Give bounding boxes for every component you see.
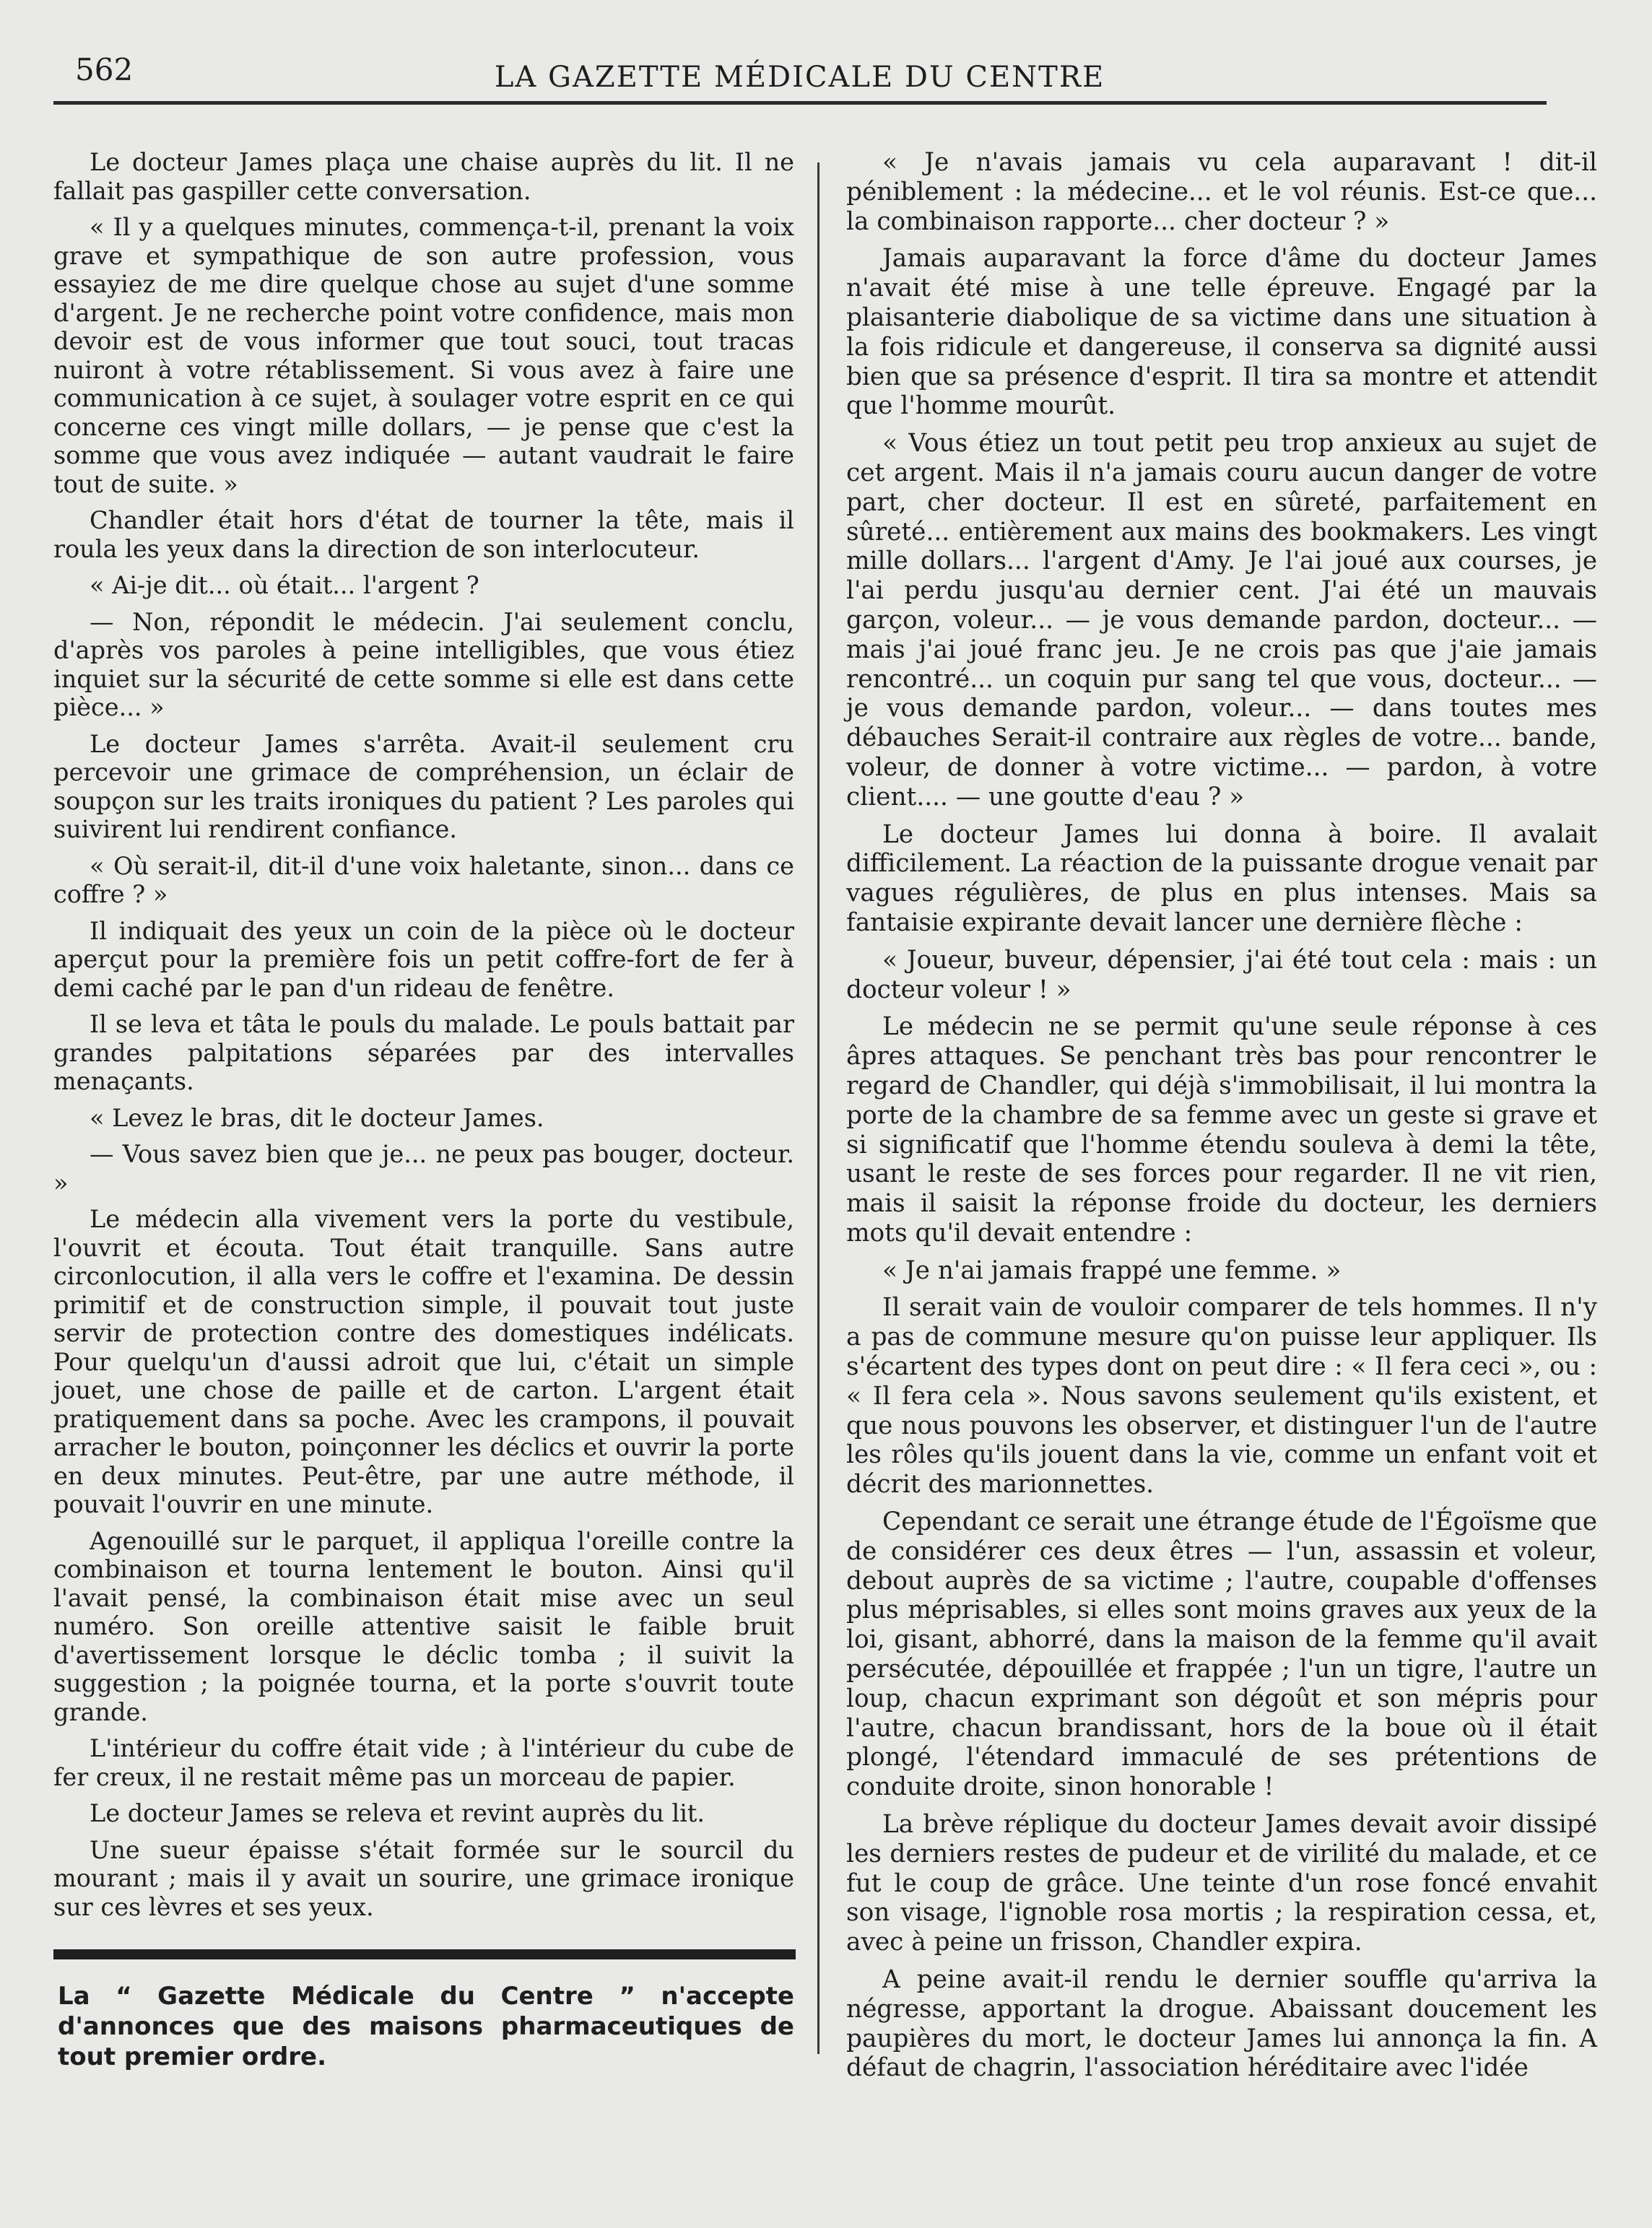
paragraph: Il se leva et tâta le pouls du malade. Le pouls battait par grandes palpitations séparées par des intervalles menaçants.	[53, 1010, 794, 1095]
paragraph: Agenouillé sur le parquet, il appliqua l'oreille contre la combinaison et tourna lentement le bouton. Ainsi qu'il l'avait pensé, la combinaison était mise avec un seul numéro. Son oreille attentive saisit le faible bruit d'avertissement lorsque le déclic tomba ; il suivit la suggestion ; la poignée tourna, et la porte s'ouvrit toute grande.	[53, 1526, 794, 1726]
left-column	[53, 148, 794, 1929]
paragraph: Une sueur épaisse s'était formée sur le sourcil du mourant ; mais il y avait un sourire, une grimace ironique sur ces lèvres et ses yeux.	[53, 1835, 794, 1921]
page-number: 562	[75, 52, 134, 87]
notice-rule	[53, 1949, 796, 1959]
page-header	[51, 45, 1549, 103]
paragraph: « Je n'ai jamais frappé une femme. »	[882, 1256, 1342, 1285]
paragraph: L'intérieur du coffre était vide ; à l'intérieur du cube de fer creux, il ne restait même pas un morceau de papier.	[53, 1734, 794, 1791]
paragraph: « Vous étiez un tout petit peu trop anxieux au sujet de cet argent. Mais il n'a jamais couru aucun danger de votre part, cher docteur. Il est en sûreté, parfaitement en sûreté... entièrement aux mains des bookmakers. Les vingt mille dollars... l'argent d'Amy. Je l'ai joué aux courses, je l'ai perdu jusqu'au dernier cent. J'ai été un mauvais garçon, voleur... — je vous demande pardon, docteur... — mais j'ai joué franc jeu. Je ne crois pas que j'aie jamais rencontré... un coquin pur sang tel que vous, docteur... — je vous demande pardon, voleur... — dans toutes mes débauches Serait-il contraire aux règles de votre... bande, voleur, de donner à votre victime... — pardon, à votre client.... — une goutte d'eau ? »	[846, 429, 1597, 811]
paragraph: Le docteur James lui donna à boire. Il avalait difficilement. La réaction de la puissante drogue venait par vagues régulières, de plus en plus intenses. Mais sa fantaisie expirante devait lancer une dernière flèche :	[846, 819, 1597, 937]
paragraph: Il serait vain de vouloir comparer de tels hommes. Il n'y a pas de commune mesure qu'on puisse leur appliquer. Ils s'écartent des types dont on peut dire : « Il fera ceci », ou : « Il fera cela ». Nous savons seulement qu'ils existent, et que nous pouvons les observer, et distinguer l'un de l'autre les rôles qu'ils jouent dans la vie, comme un enfant voit et décrit des marionnettes.	[846, 1293, 1597, 1500]
header-rule	[53, 101, 1547, 105]
paragraph: « Ai-je dit... où était... l'argent ?	[90, 571, 479, 599]
running-title: LA GAZETTE MÉDICALE DU CENTRE	[494, 61, 1105, 94]
paragraph: Le médecin alla vivement vers la porte du vestibule, l'ouvrit et écouta. Tout était tranquille. Sans autre circonlocution, il alla vers le coffre et l'examina. De dessin primitif et de construction simple, il pouvait tout juste servir de protection contre des domestiques indélicats. Pour quelqu'un d'aussi adroit que lui, c'était un simple jouet, une chose de paille et de carton. L'argent était pratiquement dans sa poche. Avec les crampons, il pouvait arracher le bouton, poinçonner les déclics et ouvrir la porte en deux minutes. Peut-être, par une autre méthode, il pouvait l'ouvrir en une minute.	[53, 1205, 794, 1518]
paragraph: « Joueur, buveur, dépensier, j'ai été tout cela : mais : un docteur voleur ! »	[846, 945, 1597, 1004]
paragraph: A peine avait-il rendu le dernier souffle qu'arriva la négresse, apportant la drogue. Abaissant doucement les paupières du mort, le docteur James lui annonça la fin. A défaut de chagrin, l'association héréditaire avec l'idée	[846, 1965, 1597, 2083]
paragraph: Le docteur James se releva et revint auprès du lit.	[90, 1799, 705, 1827]
paragraph: La brève réplique du docteur James devait avoir dissipé les derniers restes de pudeur et de virilité du malade, et ce fut le coup de grâce. Une teinte d'un rose foncé envahit son visage, l'ignoble rosa mortis ; la respiration cessa, et, avec à peine un frisson, Chandler expira.	[846, 1810, 1597, 1957]
paragraph: Le docteur James s'arrêta. Avait-il seulement cru percevoir une grimace de compréhension, un éclair de soupçon sur les traits ironiques du patient ? Les paroles qui suivirent lui rendirent confiance.	[53, 729, 794, 843]
paragraph: Le médecin ne se permit qu'une seule réponse à ces âpres attaques. Se penchant très bas pour rencontrer le regard de Chandler, qui déjà s'immobilisait, il lui montra la porte de la chambre de sa femme avec un geste si grave et si significatif que l'homme étendu souleva à demi la tête, usant le reste de ses forces pour regarder. Il ne vit rien, mais il saisit la réponse froide du docteur, les derniers mots qu'il devait entendre :	[846, 1012, 1597, 1248]
paragraph: — Non, répondit le médecin. J'ai seulement conclu, d'après vos paroles à peine intelligibles, que vous étiez inquiet sur la sécurité de cette somme si elle est dans cette pièce... »	[53, 607, 794, 721]
paragraph: Le docteur James plaça une chaise auprès du lit. Il ne fallait pas gaspiller cette conversation.	[53, 148, 794, 205]
paragraph: « Où serait-il, dit-il d'une voix haletante, sinon... dans ce coffre ? »	[53, 851, 794, 908]
paragraph: « Levez le bras, dit le docteur James.	[90, 1103, 544, 1132]
paragraph: « Il y a quelques minutes, commença-t-il, prenant la voix grave et sympathique de son autre profession, vous essayiez de me dire quelque chose au sujet d'une somme d'argent. Je ne recherche point votre confidence, mais mon devoir est de vous informer que tout souci, tout tracas nuiront à votre rétablissement. Si vous avez à faire une communication à ce sujet, à soulager votre esprit en ce qui concerne ces vingt mille dollars, — je pense que c'est la somme que vous avez indiquée — autant vaudrait le faire tout de suite. »	[53, 213, 794, 498]
paragraph: Chandler était hors d'état de tourner la tête, mais il roula les yeux dans la direction de son interlocuteur.	[53, 506, 794, 563]
paragraph: Il indiquait des yeux un coin de la pièce où le docteur aperçut pour la première fois un petit coffre-fort de fer à demi caché par le pan d'un rideau de fenêtre.	[53, 916, 794, 1002]
advertising-notice: La “ Gazette Médicale du Centre ” n'accepte d'annonces que des maisons pharmaceutiques de tout premier ordre.	[58, 1982, 794, 2071]
paragraph: Cependant ce serait une étrange étude de l'Égoïsme que de considérer ces deux êtres — l'un, assassin et voleur, debout auprès de sa victime ; l'autre, coupable d'offenses plus méprisables, si elles sont moins graves aux yeux de la loi, gisant, abhorré, dans la maison de la femme qu'il avait persécutée, dépouillée et frappée ; l'un un tigre, l'autre un loup, chacun exprimant son dégoût et son mépris pour l'autre, chacun brandissant, hors de la boue où il était plongé, l'étendard immaculé de ses prétentions de conduite droite, sinon honorable !	[846, 1507, 1597, 1802]
paragraph: Jamais auparavant la force d'âme du docteur James n'avait été mise à une telle épreuve. Engagé par la plaisanterie diabolique de sa victime dans une situation à la fois ridicule et dangereuse, il conserva sa dignité aussi bien que sa présence d'esprit. Il tira sa montre et attendit que l'homme mourût.	[846, 244, 1597, 421]
right-column	[846, 148, 1597, 2091]
paragraph: — Vous savez bien que je... ne peux pas bouger, docteur. »	[53, 1140, 794, 1197]
paragraph: « Je n'avais jamais vu cela auparavant ! dit-il péniblement : la médecine... et le vol réunis. Est-ce que... la combinaison rapporte... cher docteur ? »	[846, 148, 1597, 236]
column-divider	[817, 162, 820, 2054]
